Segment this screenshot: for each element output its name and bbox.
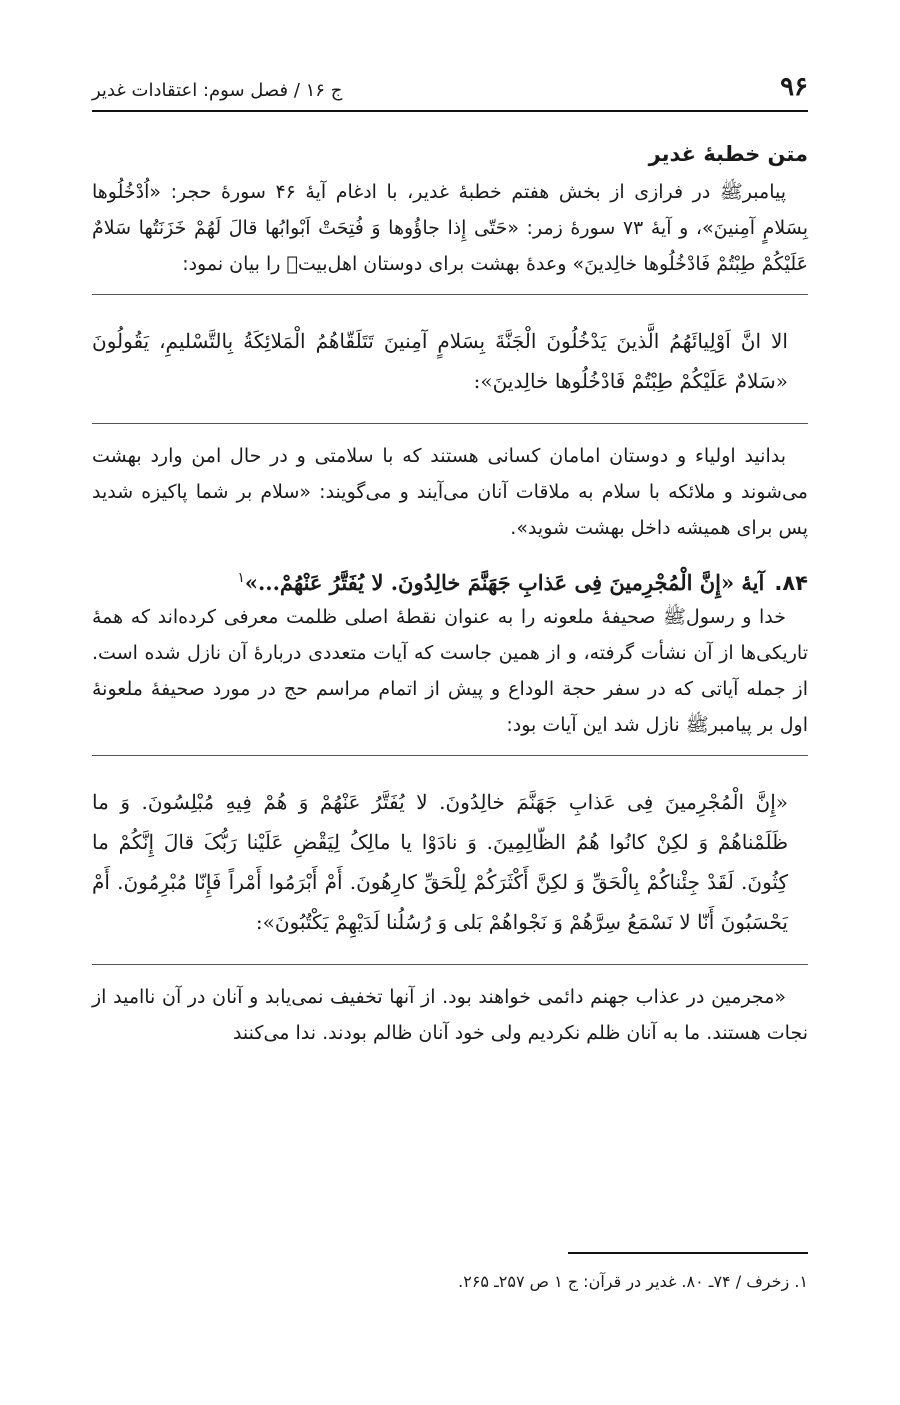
page-number: ۹۶ [780,72,808,102]
quote-divider-top [92,294,808,295]
quote-divider-bottom [92,423,808,424]
verse-title: آیهٔ «إِنَّ الْمُجْرِمینَ فِی عَذابِ جَهَنَّمَ خالِدُونَ. لا یُفَتَّرُ عَنْهُمْ...» [244,570,765,595]
verse-heading [92,570,808,595]
section-paragraph-2: بدانید اولیاء و دوستان امامان کسانی هستند که با سلامتی و در حال امن وارد بهشت می‌شوند و ملائکه با سلام به ملاقات آنان می‌آیند و می‌گویند: «سلام بر شما پاکیزه شدید پس برای همیشه داخل بهشت شوید». [92,445,808,539]
footnote: ۱. زخرف / ۷۴ـ ۸۰. غدیر در قرآن: ج ۱ ص ۲۵۷ـ ۲۶۵. [458,1272,808,1291]
verse-quote-divider-top [92,755,808,756]
footnote-reference[interactable]: ۱ [237,570,245,586]
verse-quote-divider-bottom [92,964,808,965]
verse-quote: «إِنَّ الْمُجْرِمینَ فِی عَذابِ جَهَنَّمَ خالِدُونَ. لا یُفَتَّرُ عَنْهُمْ وَ هُمْ فِیهِ مُبْلِسُونَ. وَ ما ظَلَمْناهُمْ وَ لکِنْ کانُوا هُمُ الظّالِمِینَ. وَ نادَوْا یا مالِکُ لِیَقْضِ عَلَیْنا رَبُّکَ قالَ إِنَّکُمْ ما کِثُونَ. لَقَدْ جِئْناکُمْ بِالْحَقِّ وَ لکِنَّ أَکْثَرَکُمْ لِلْحَقِّ کارِهُونَ. أَمْ أَبْرَمُوا أَمْراً فَإِنّا مُبْرِمُونَ. أَمْ یَحْسَبُونَ أَنّا لا نَسْمَعُ سِرَّهُمْ وَ نَجْواهُمْ بَلی وَ رُسُلُنا لَدَیْهِمْ یَکْتُبُونَ»: [92,790,788,934]
footnote-separator [568,1252,808,1254]
page-content [92,128,808,1051]
verse-paragraph-1: خدا و رسولﷺ صحیفهٔ ملعونه را به عنوان نقطهٔ اصلی ظلمت معرفی کرده‌اند که همهٔ تاریکی‌ها از آن نشأت گرفته، و از همین جاست که آیات متعددی دربارهٔ آن نازل شده است. از جمله آیاتی که در سفر حجة الوداع و پیش از اتمام مراسم حج در مورد صحیفهٔ ملعونهٔ اول بر پیامبرﷺ نازل شد این آیات بود: [92,606,808,736]
running-title: ج ۱۶ / فصل سوم: اعتقادات غدیر [92,80,343,101]
section-title: متن خطبهٔ غدیر [648,142,808,166]
hadith-quote: الا انَّ اَوْلِیائَهُمُ الَّذینَ یَدْخُلُونَ الْجَنَّةَ بِسَلامٍ آمِنینَ تَتَلَقّاهُمُ الْمَلائِکَةُ بِالتَّسْلیمِ، یَقُولُونَ «سَلامٌ عَلَیْکُمْ طِبْتُمْ فَادْخُلُوها خالِدینَ»: [92,329,788,393]
page-header [92,70,808,112]
book-page [92,0,808,1405]
verse-paragraph-2: «مجرمین در عذاب جهنم دائمی خواهند بود. از آنها تخفیف نمی‌یابد و آنان در آن ناامید از نجات هستند. ما به آنان ظلم نکردیم ولی خود آنان ظالم بودند. ندا می‌کنند [92,986,808,1044]
verse-number: ۸۴. [774,571,808,595]
section-paragraph-1: پیامبرﷺ در فرازی از بخش هفتم خطبهٔ غدیر، با ادغام آیهٔ ۴۶ سورهٔ حجر: «اُدْخُلُوها بِسَلامٍ آمِنینَ»، و آیهٔ ۷۳ سورهٔ زمر: «حَتّی إِذا جاؤُوها وَ فُتِحَتْ اَبْوابُها قالَ لَهُمْ خَزَنَتُها سَلامٌ عَلَیْکُمْ طِبْتُمْ فَادْخُلُوها خالِدینَ» وعدهٔ بهشت برای دوستان اهل‌بیت﷤ را بیان نمود: [92,181,808,275]
